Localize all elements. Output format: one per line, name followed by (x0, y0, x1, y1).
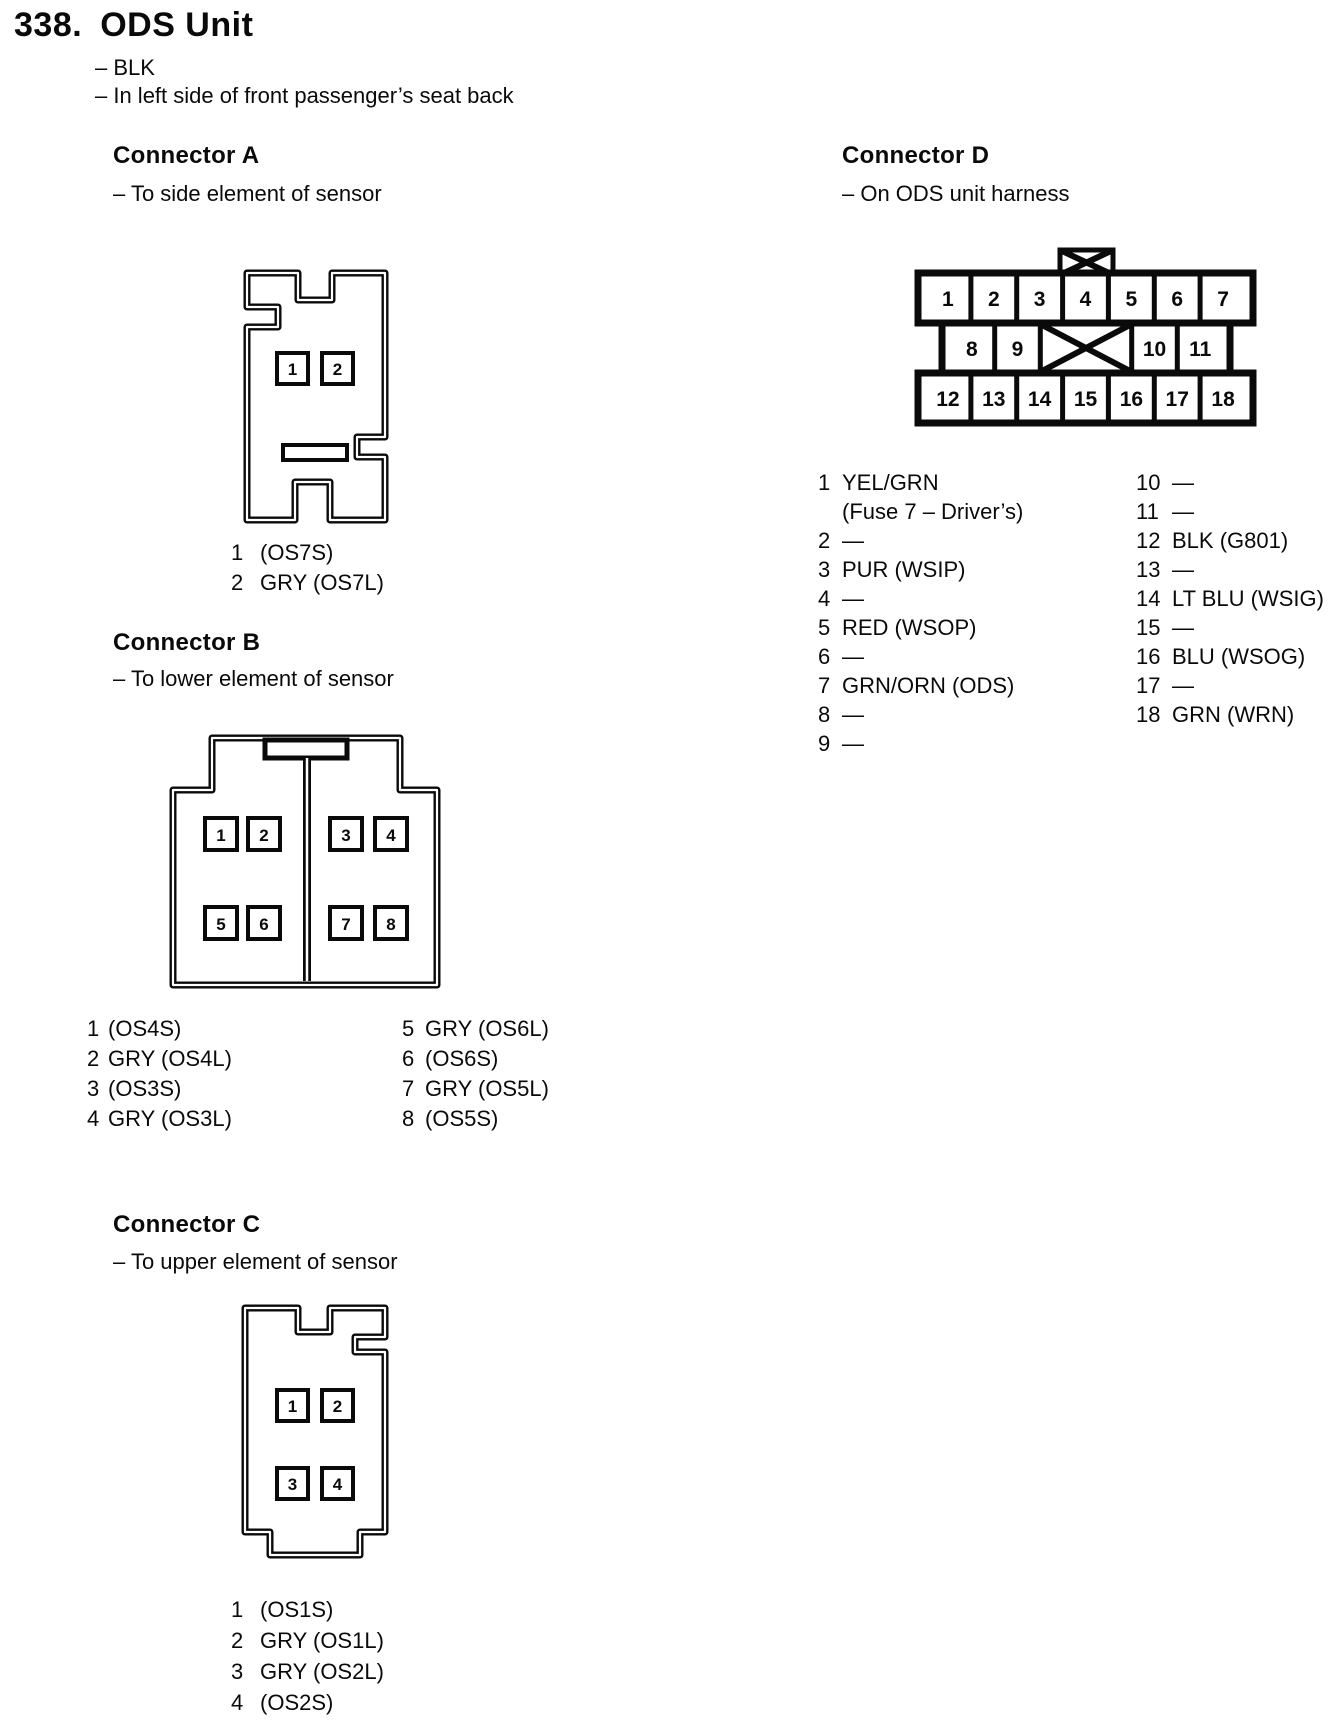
pin-list-desc: — (842, 528, 864, 553)
connector-a-drawing (236, 262, 396, 528)
pin-list-item (1136, 497, 1324, 526)
pin-list-item (87, 1074, 232, 1104)
pin-list-desc: — (1172, 499, 1194, 524)
pin-list-desc: GRY (OS7L) (260, 570, 384, 595)
pin-number: 5 (216, 915, 226, 934)
unit-note-location: – In left side of front passenger’s seat back (95, 83, 514, 108)
pin-list-number: 3 (87, 1076, 100, 1101)
pin-list-desc: (OS5S) (425, 1106, 499, 1131)
pin-box-b3 (330, 818, 362, 850)
cavity-number: 9 (1011, 338, 1024, 361)
pin-list-number: 6 (818, 644, 831, 669)
pin-list-number: 16 (1136, 644, 1161, 669)
connector-d-pin-list-left (818, 468, 1023, 758)
pin-list-desc: (OS4S) (108, 1016, 182, 1041)
pin-box-b2 (248, 818, 280, 850)
pin-list-item (1136, 700, 1324, 729)
cavity-number: 2 (987, 288, 1000, 311)
pin-list-number: 2 (231, 570, 244, 595)
cavity-number: 1 (942, 288, 954, 311)
pin-list-item (818, 729, 1023, 758)
pin-list-item (818, 555, 1023, 584)
pin-list-desc: — (842, 702, 864, 727)
pin-list-desc: BLU (WSOG) (1172, 644, 1306, 669)
pin-list-item (231, 1625, 384, 1656)
cavity-number: 6 (1171, 288, 1184, 311)
page-title (14, 6, 253, 45)
pin-list-item (231, 1656, 384, 1687)
pin-list-item (231, 1687, 384, 1718)
pin-list-number: 18 (1136, 702, 1161, 727)
pin-list-desc: GRN (WRN) (1172, 702, 1295, 727)
pin-list-desc: (Fuse 7 – Driver’s) (842, 499, 1024, 524)
pin-list-desc: (OS2S) (260, 1690, 334, 1715)
connector-c-heading: Connector C (113, 1211, 261, 1238)
pin-number: 2 (332, 1397, 343, 1416)
pin-list-item (1136, 555, 1324, 584)
pin-list-number: 2 (87, 1046, 100, 1071)
pin-list-item (818, 584, 1023, 613)
connector-d-drawing (905, 238, 1267, 438)
cavity-number: 13 (982, 388, 1006, 411)
pin-list-number: 1 (87, 1016, 100, 1041)
pin-box-b7 (330, 907, 362, 939)
pin-number: 7 (341, 915, 351, 934)
pin-list-number: 17 (1136, 673, 1161, 698)
pin-number: 1 (287, 360, 298, 379)
connector-b-pin-list-right (402, 1014, 549, 1134)
pin-number: 4 (386, 826, 396, 845)
pin-list-desc: — (842, 586, 864, 611)
cavity-number: 17 (1165, 388, 1189, 411)
pin-list-number: 2 (231, 1628, 244, 1653)
pin-list-number: 3 (818, 557, 831, 582)
pin-list-item (818, 642, 1023, 671)
pin-list-item (1136, 671, 1324, 700)
connector-a-subtitle: – To side element of sensor (113, 181, 382, 206)
pin-list-desc: — (1172, 615, 1194, 640)
connector-b-keyway-tab (265, 740, 347, 758)
pin-list-number: 13 (1136, 557, 1161, 582)
connector-d-subtitle: – On ODS unit harness (842, 181, 1070, 206)
pin-list-item (1136, 584, 1324, 613)
cavity-number: 3 (1033, 288, 1046, 311)
pin-list-item (1136, 613, 1324, 642)
connector-c-subtitle: – To upper element of sensor (113, 1249, 398, 1274)
pin-list-number: 1 (231, 1597, 244, 1622)
pin-number: 2 (332, 360, 343, 379)
pin-list-desc: GRY (OS3L) (108, 1106, 232, 1131)
connector-c-pin-list (231, 1594, 384, 1718)
pin-list-desc: — (842, 644, 864, 669)
pin-list-desc: — (1172, 673, 1194, 698)
pin-list-number: 1 (818, 470, 831, 495)
pin-list-number: 14 (1136, 586, 1161, 611)
pin-box-b4 (375, 818, 407, 850)
unit-notes (95, 54, 514, 110)
pin-list-item (231, 538, 384, 568)
pin-list-item (402, 1074, 549, 1104)
connector-b-subtitle: – To lower element of sensor (113, 666, 394, 691)
pin-box-a2 (322, 353, 353, 384)
pin-list-desc: GRY (OS6L) (425, 1016, 549, 1041)
pin-list-item (818, 671, 1023, 700)
pin-list-item (402, 1014, 549, 1044)
pin-number: 1 (216, 826, 226, 845)
cavity-number: 11 (1189, 338, 1212, 361)
pin-box-c1 (277, 1390, 308, 1421)
cavity-number: 10 (1142, 338, 1167, 361)
pin-list-number: 12 (1136, 528, 1161, 553)
cavity-number: 12 (936, 388, 960, 411)
pin-list-number: 7 (818, 673, 831, 698)
pin-box-c4 (322, 1468, 353, 1499)
pin-list-item (402, 1044, 549, 1074)
pin-list-number: 6 (402, 1046, 415, 1071)
pin-number: 1 (287, 1397, 298, 1416)
pin-list-item (818, 700, 1023, 729)
pin-list-desc: (OS6S) (425, 1046, 499, 1071)
pin-list-item (87, 1104, 232, 1134)
pin-list-number: 5 (818, 615, 831, 640)
pin-list-number: 10 (1136, 470, 1161, 495)
pin-list-item (1136, 468, 1324, 497)
connector-c-outline (245, 1308, 385, 1555)
pin-list-desc: BLK (G801) (1172, 528, 1289, 553)
pin-list-number: 7 (402, 1076, 415, 1101)
pin-box-c2 (322, 1390, 353, 1421)
connector-b-pin-list-left (87, 1014, 232, 1134)
pin-list-number: 8 (402, 1106, 415, 1131)
pin-list-desc: (OS3S) (108, 1076, 182, 1101)
cavity-number: 14 (1027, 388, 1052, 411)
pin-list-desc: — (1172, 470, 1194, 495)
connector-b-drawing (163, 728, 447, 994)
pin-number: 6 (259, 915, 269, 934)
pin-list-number: 9 (818, 731, 831, 756)
pin-list-desc: LT BLU (WSIG) (1172, 586, 1324, 611)
pin-list-number: 1 (231, 540, 244, 565)
connector-d-pin-list-right (1136, 468, 1324, 729)
unit-note-color: – BLK (95, 55, 155, 80)
pin-list-number: 11 (1136, 499, 1159, 524)
cavity-number: 16 (1119, 388, 1144, 411)
pin-number: 3 (287, 1475, 298, 1494)
pin-list-desc: GRY (OS2L) (260, 1659, 384, 1684)
cavity-number: 5 (1125, 288, 1138, 311)
cavity-number: 7 (1217, 288, 1229, 311)
pin-box-b1 (205, 818, 237, 850)
connector-a-heading: Connector A (113, 142, 260, 169)
pin-list-desc: GRY (OS5L) (425, 1076, 549, 1101)
pin-list-desc: PUR (WSIP) (842, 557, 966, 582)
pin-list-item (87, 1014, 232, 1044)
pin-list-desc: RED (WSOP) (842, 615, 977, 640)
pin-number: 8 (386, 915, 396, 934)
pin-list-desc: GRN/ORN (ODS) (842, 673, 1015, 698)
pin-list-desc: (OS7S) (260, 540, 334, 565)
cavity-number: 4 (1079, 288, 1092, 311)
pin-list-desc: GRY (OS1L) (260, 1628, 384, 1653)
pin-list-item (818, 497, 1023, 526)
pin-list-number: 4 (87, 1106, 100, 1131)
pin-list-number: 8 (818, 702, 831, 727)
pin-list-number: 4 (231, 1690, 244, 1715)
pin-list-item (1136, 526, 1324, 555)
pin-list-desc: YEL/GRN (842, 470, 939, 495)
pin-list-item (87, 1044, 232, 1074)
pin-list-desc: — (842, 731, 864, 756)
cavity-number: 8 (965, 338, 978, 361)
pin-number: 2 (259, 826, 269, 845)
connector-a-slot (283, 445, 347, 460)
pin-number: 4 (332, 1475, 343, 1494)
pin-box-a1 (277, 353, 308, 384)
pin-list-desc: — (1172, 557, 1194, 582)
connector-b-heading: Connector B (113, 629, 261, 656)
pin-list-item (1136, 642, 1324, 671)
pin-list-number: 3 (231, 1659, 244, 1684)
cavity-number: 15 (1073, 388, 1098, 411)
pin-list-number: 5 (402, 1016, 415, 1041)
pin-box-b5 (205, 907, 237, 939)
pin-list-item (231, 568, 384, 598)
pin-number: 3 (341, 826, 351, 845)
cavity-number: 18 (1211, 388, 1235, 411)
pin-list-desc: (OS1S) (260, 1597, 334, 1622)
pin-list-item (818, 613, 1023, 642)
connector-c-drawing (237, 1298, 397, 1564)
pin-list-number: 4 (818, 586, 831, 611)
connector-d-row2 (942, 323, 1230, 373)
pin-list-item (231, 1594, 384, 1625)
pin-list-number: 15 (1136, 615, 1161, 640)
pin-box-b6 (248, 907, 280, 939)
pin-list-item (818, 468, 1023, 497)
pin-box-c3 (277, 1468, 308, 1499)
section-number: 338. (14, 6, 83, 44)
section-title: ODS Unit (100, 6, 254, 44)
pin-list-item (402, 1104, 549, 1134)
pin-box-b8 (375, 907, 407, 939)
connector-d-heading: Connector D (842, 142, 990, 169)
pin-list-desc: GRY (OS4L) (108, 1046, 232, 1071)
pin-list-number: 2 (818, 528, 831, 553)
connector-a-pin-list (231, 538, 384, 598)
connector-d-row3 (918, 373, 1253, 423)
connector-d-row1 (918, 273, 1253, 323)
pin-list-item (818, 526, 1023, 555)
